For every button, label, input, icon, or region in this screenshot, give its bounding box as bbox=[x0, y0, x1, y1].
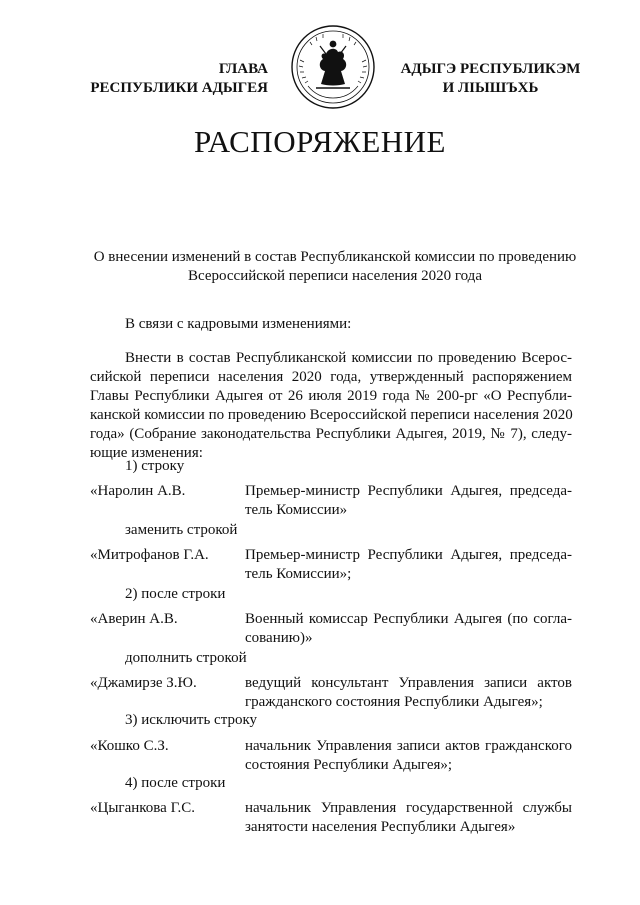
subject-line-1: О внесении изменений в состав Республиканской комиссии по проведению bbox=[93, 249, 577, 265]
body-line-1: Внести в состав Республиканской комиссии по проведению Всерос- bbox=[125, 350, 572, 366]
header-right-line2: И ЛІЫШЪХЬ bbox=[442, 80, 539, 96]
entry-desc-line-1: начальник Управления записи актов гражданского bbox=[245, 738, 572, 754]
entry-desc-line-2: занятости населения Республики Адыгея» bbox=[245, 819, 516, 835]
entry-desc-line-2: гражданского состояния Республики Адыгея»; bbox=[245, 694, 543, 710]
body-line-4: канской комиссии по проведению Всероссийской переписи населения 2020 bbox=[90, 407, 573, 423]
header-left-line2: РЕСПУБЛИКИ АДЫГЕЯ bbox=[90, 80, 268, 96]
entry-description bbox=[245, 674, 572, 712]
header-left-line1: ГЛАВА bbox=[218, 61, 268, 77]
step-label-3: 2) после строки bbox=[125, 586, 226, 602]
preamble: В связи с кадровыми изменениями: bbox=[125, 316, 352, 332]
step-label-6: 4) после строки bbox=[125, 775, 226, 791]
body-line-3: Главы Республики Адыгея от 26 июля 2019 года № 200-рг «О Республи- bbox=[90, 388, 572, 404]
entry-description bbox=[245, 737, 572, 775]
entry-description bbox=[245, 610, 572, 648]
document-title: РАСПОРЯЖЕНИЕ bbox=[194, 124, 446, 159]
entry-name: «Кошко С.З. bbox=[90, 738, 169, 754]
entry-desc-line-1: Премьер-министр Республики Адыгея, председа- bbox=[245, 547, 572, 563]
step-label-4: дополнить строкой bbox=[125, 650, 247, 666]
step-label-2: заменить строкой bbox=[125, 522, 238, 538]
entry-name: «Джамирзе З.Ю. bbox=[90, 675, 197, 691]
entry-name: «Цыганкова Г.С. bbox=[90, 800, 196, 816]
entry-desc-line-2: сованию)» bbox=[245, 630, 313, 646]
entry-desc-line-1: Премьер-министр Республики Адыгея, председа- bbox=[245, 483, 572, 499]
entry-desc-line-1: ведущий консультант Управления записи актов bbox=[245, 675, 572, 691]
entry-description bbox=[245, 546, 572, 584]
coat-of-arms-icon bbox=[290, 24, 376, 110]
body-line-2: сийской переписи населения 2020 года, утвержденный распоряжением bbox=[90, 369, 572, 385]
header-left-title bbox=[60, 60, 268, 98]
entry-name: «Митрофанов Г.А. bbox=[90, 547, 209, 563]
entry-desc-line-2: тель Комиссии» bbox=[245, 502, 348, 518]
header-right-line1: АДЫГЭ РЕСПУБЛИКЭМ bbox=[400, 61, 581, 77]
entry-desc-line-2: тель Комиссии»; bbox=[245, 566, 352, 582]
entry-description bbox=[245, 799, 572, 837]
entry-desc-line-2: состояния Республики Адыгея»; bbox=[245, 757, 453, 773]
body-line-6: ющие изменения: bbox=[90, 445, 203, 461]
document-subject bbox=[80, 248, 590, 286]
body-paragraph bbox=[90, 349, 572, 463]
step-label-5: 3) исключить строку bbox=[125, 712, 258, 728]
entry-name: «Наролин А.В. bbox=[90, 483, 186, 499]
body-line-5: года» (Собрание законодательства Республики Адыгея, 2019, № 7), следу- bbox=[90, 426, 572, 442]
entry-desc-line-1: Военный комиссар Республики Адыгея (по согла- bbox=[245, 611, 572, 627]
header-right-title bbox=[378, 60, 603, 98]
entry-description bbox=[245, 482, 572, 520]
step-label-1: 1) строку bbox=[125, 458, 185, 474]
subject-line-2: Всероссийской переписи населения 2020 года bbox=[188, 268, 482, 284]
entry-desc-line-1: начальник Управления государственной службы bbox=[245, 800, 572, 816]
entry-name: «Аверин А.В. bbox=[90, 611, 178, 627]
